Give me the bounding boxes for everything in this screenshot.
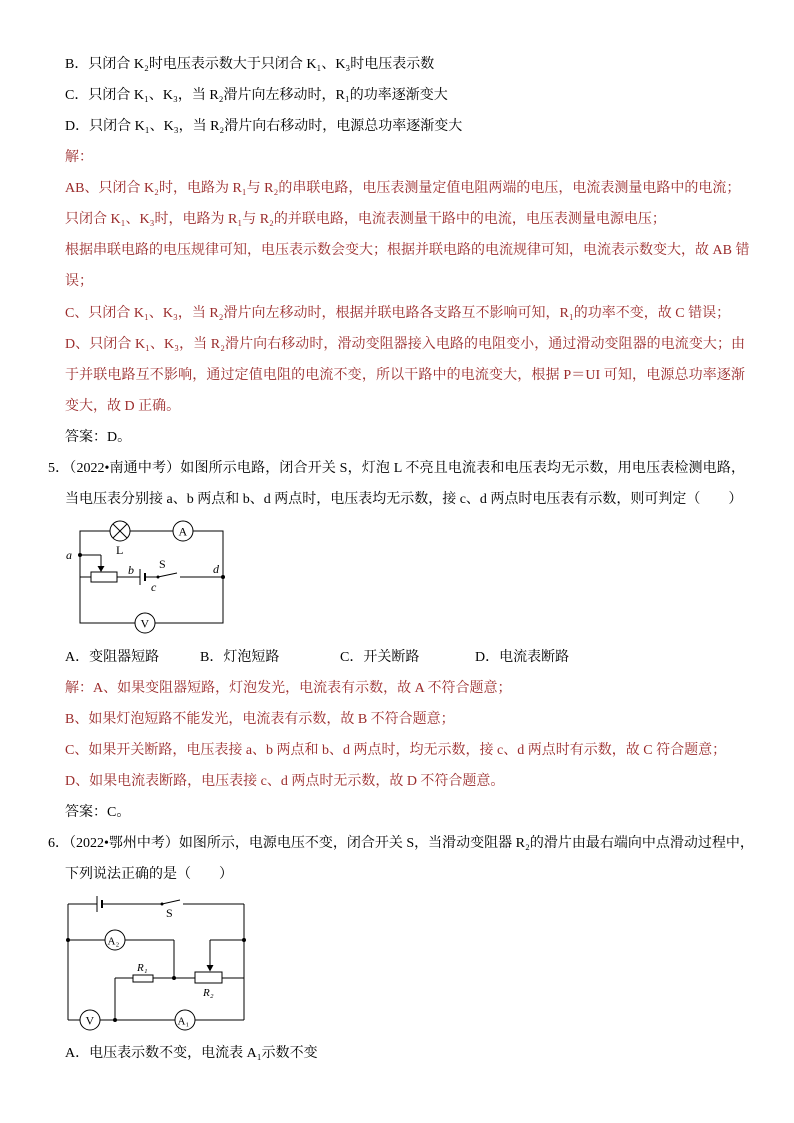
q4-option-c: C．只闭合 K₁、K₃，当 R₂滑片向左移动时，R₁的功率逐渐变大	[65, 87, 448, 103]
q4-solution-line: 于并联电路互不影响，通过定值电阻的电流不变，所以干路中的电流变大，根据 P＝UI 可知，电源总功率逐渐	[65, 367, 745, 383]
lamp-label: L	[116, 543, 124, 557]
ammeter-label: A	[178, 524, 188, 539]
q4-solution-line: C、只闭合 K₁、K₃，当 R₂滑片向左移动时，根据并联电路各支路互不影响可知，R₁的功率不变，故 C 错误；	[65, 305, 731, 321]
slider-arrow	[98, 566, 105, 572]
voltmeter-label: V	[85, 1013, 95, 1028]
q4-solution-line: 变大，故 D 正确。	[65, 399, 181, 415]
q4-answer: 答案：D。	[65, 430, 132, 446]
q4-option-d: D．只闭合 K₁、K₃，当 R₂滑片向右移动时，电源总功率逐渐变大	[65, 118, 463, 134]
point-a-dot	[78, 553, 82, 557]
q5-options-row	[65, 642, 755, 673]
q6-circuit-diagram	[62, 893, 252, 1038]
q5-stem-line: 5．（2022•南通中考）如图所示电路，闭合开关 S，灯泡 L 不亮且电流表和电压表均无示数，用电压表检测电路，	[48, 461, 745, 477]
rheostat-resistor	[91, 572, 117, 582]
q4-solution-line: AB、只闭合 K₂时，电路为 R₁与 R₂的串联电路，电压表测量定值电阻两端的电压，电流表测量电路中的电流；	[65, 181, 741, 197]
q6-stem-line: 下列说法正确的是（ ）	[65, 867, 233, 883]
junction-dot	[172, 976, 176, 980]
ammeter1-label: A₁	[177, 1015, 190, 1028]
switch-label: S	[166, 906, 173, 920]
point-d-label: d	[213, 562, 219, 576]
q5-option-a: A．变阻器短路	[65, 649, 160, 665]
switch-blade	[162, 900, 180, 904]
switch-label: S	[159, 557, 166, 571]
rheostat-r2	[195, 972, 222, 983]
voltmeter-label: V	[140, 616, 150, 631]
q5-solution-line: B、如果灯泡短路不能发光，电流表有示数，故 B 不符合题意；	[65, 711, 455, 727]
text-block-lower	[65, 1038, 755, 1069]
q6-stem-line: 6．（2022•鄂州中考）如图所示，电源电压不变，闭合开关 S，当滑动变阻器 R₂的滑片由最右端向中点滑动过程中，	[48, 836, 754, 852]
q4-option-b: B．只闭合 K₂时电压表示数大于只闭合 K₁、K₃时电压表示数	[65, 56, 435, 72]
junction-dot	[242, 938, 246, 942]
q5-solution-line: C、如果开关断路，电压表接 a、b 两点和 b、d 两点时，均无示数，接 c、d 两点时有示数，故 C 符合题意；	[65, 742, 727, 758]
text-block-upper	[48, 49, 755, 516]
q4-solution-line: 根据串联电路的电压规律可知，电压表示数会变大；根据并联电路的电流规律可知，电流表示数变大，故 AB 错	[65, 243, 750, 259]
q4-solution-line: D、只闭合 K₁、K₃，当 R₂滑片向右移动时，滑动变阻器接入电路的电阻变小，通过滑动变阻器的电流变大；由	[65, 336, 745, 352]
junction-dot	[66, 938, 70, 942]
q5-option-b: B．灯泡短路	[200, 649, 280, 665]
point-b-label: b	[128, 563, 134, 577]
text-block-middle	[48, 642, 755, 891]
resistor-r1	[133, 975, 153, 982]
resistor-r1-label: R₁	[137, 962, 148, 974]
q4-solution-line: 误；	[65, 274, 93, 290]
slider-arrow	[207, 965, 214, 972]
junction-dot	[113, 1018, 117, 1022]
q5-option-c: C．开关断路	[340, 649, 420, 665]
q5-stem-line: 当电压表分别接 a、b 两点和 b、d 两点时，电压表均无示数，接 c、d 两点时电压表有示数，则可判定（ ）	[65, 492, 743, 508]
switch-blade	[158, 573, 177, 577]
q4-solution-line: 只闭合 K₁、K₃时，电路为 R₁与 R₂的并联电路，电流表测量干路中的电流，电压表测量电源电压；	[65, 212, 666, 228]
point-a-label: a	[66, 548, 72, 562]
point-d-dot	[221, 575, 225, 579]
rheostat-r2-label: R₂	[203, 987, 214, 999]
q5-answer: 答案：C。	[65, 805, 131, 821]
q4-solution-label: 解：	[65, 149, 93, 165]
q5-solution-line: 解：A、如果变阻器短路，灯泡发光，电流表有示数，故 A 不符合题意；	[65, 680, 512, 696]
ammeter2-label: A₂	[107, 935, 120, 948]
q6-option-a: A．电压表示数不变，电流表 A₁示数不变	[65, 1045, 318, 1061]
point-c-label: c	[151, 580, 157, 594]
q5-option-d: D．电流表断路	[475, 649, 570, 665]
q5-circuit-diagram	[60, 510, 240, 640]
q5-solution-line: D、如果电流表断路，电压表接 c、d 两点时无示数，故 D 不符合题意。	[65, 774, 505, 790]
